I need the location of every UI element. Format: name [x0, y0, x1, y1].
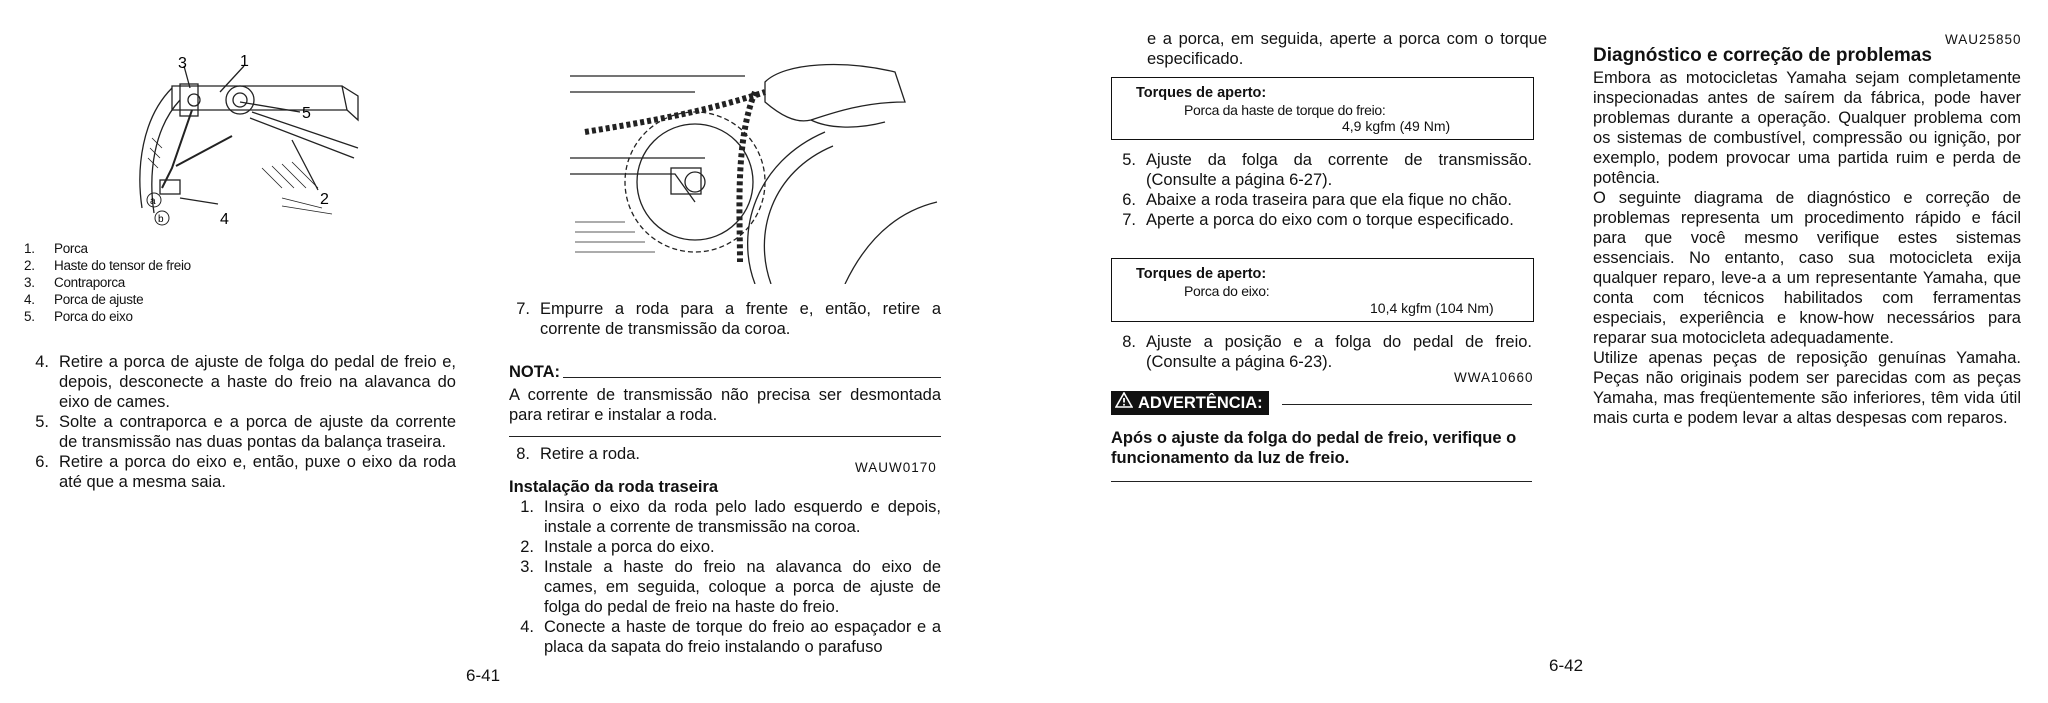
list-item: 8. Ajuste a posição e a folga do pedal de freio. (Consulte a página 6-23).	[1122, 333, 1532, 371]
list-item: 6. Abaixe a roda traseira para que ela fique no chão.	[1122, 191, 1512, 209]
legend-item: 4. Porca de ajuste	[24, 292, 144, 307]
torque-box-value: 10,4 kgfm (104 Nm)	[1370, 300, 1494, 316]
section-code-right: WAU25850	[1945, 32, 2022, 47]
torque-box-item: Porca do eixo:	[1184, 283, 1270, 299]
figure-legend	[24, 240, 284, 325]
legend-item: 1. Porca	[24, 241, 88, 256]
step-8-right	[1111, 332, 1532, 372]
warning-text: Após o ajuste da folga do pedal de freio, verifique o funcionamento da luz de freio.	[1111, 429, 1517, 467]
list-item: 7. Empurre a roda para a frente e, então, retire a corrente de transmissão da coroa.	[516, 300, 941, 338]
list-item: 6. Retire a porca do eixo e, então, puxe o eixo da roda até que a mesma saia.	[35, 453, 456, 491]
installation-steps-cont	[1111, 150, 1532, 230]
callout-5: 5	[302, 105, 311, 122]
torque-box-1	[1111, 77, 1534, 140]
legend-item: 3. Contraporca	[24, 275, 125, 290]
nota-text: A corrente de transmissão não precisa ser desmontada para retirar e instalar a roda.	[509, 386, 941, 424]
list-item: 7. Aperte a porca do eixo com o torque especificado.	[1122, 211, 1514, 229]
list-item: 5. Ajuste da folga da corrente de transmissão. (Consulte a página 6-27).	[1122, 151, 1532, 189]
section-code: WAUW0170	[855, 460, 937, 475]
marker-b: b	[158, 214, 164, 225]
torque-box-value: 4,9 kgfm (49 Nm)	[1342, 118, 1451, 134]
warning-label: ADVERTÊNCIA:	[1111, 391, 1269, 415]
list-item: 8. Retire a roda.	[516, 445, 640, 463]
page-number-right: 6-42	[1549, 656, 1584, 675]
callout-2: 2	[320, 191, 329, 208]
paragraph: O seguinte diagrama de diagnóstico e correção de problemas representa um procedimento rápido e fácil para que você mesmo verifique estes sistemas essenciais. No entanto, caso sua motocicleta exija qualquer reparo, leve-a a um representante Yamaha, que conta com técnicos habilitados com ferramentas especiais, experiência e know-how necessários para reparar sua motocicleta adequadamente.	[1593, 189, 2021, 347]
callout-1: 1	[240, 53, 249, 70]
paragraph: Embora as motocicletas Yamaha sejam completamente inspecionadas antes de saírem da fábrica, pode haver problemas durante a operação. Qualquer problema com os sistemas de combustível, compressão ou ignição, por exemplo, podem provocar uma partida ruim e perda de potência.	[1593, 69, 2021, 187]
warning-triangle-icon	[1115, 392, 1133, 414]
list-item: 4. Conecte a haste de torque do freio ao espaçador e a placa da sapata do freio instalando o parafuso	[520, 618, 941, 656]
list-item: 1. Insira o eixo da roda pelo lado esquerdo e depois, instale a corrente de transmissão na coroa.	[520, 498, 941, 536]
section-heading: Diagnóstico e correção de problemas	[1593, 45, 1932, 66]
nota-divider-top	[563, 377, 941, 378]
warning-code: WWA10660	[1454, 370, 1534, 385]
step-7	[505, 299, 941, 339]
marker-a: a	[150, 196, 156, 207]
callout-3: 3	[178, 55, 187, 72]
warning-divider-top	[1282, 404, 1532, 405]
nota-title: NOTA:	[509, 363, 561, 381]
warning-divider-bottom	[1111, 481, 1532, 482]
list-item: 5. Solte a contraporca e a porca de ajuste da corrente de transmissão nas duas pontas da balança traseira.	[35, 413, 456, 451]
list-item: 3. Instale a haste do freio na alavanca do eixo de cames, em seguida, coloque a porca de ajuste de folga do pedal de freio na haste do freio.	[520, 558, 941, 616]
axle-adjuster-illustration	[132, 48, 362, 230]
torque-box-2	[1111, 258, 1534, 322]
callout-4: 4	[220, 211, 229, 228]
list-item: 2. Instale a porca do eixo.	[520, 538, 715, 556]
torque-box-item: Porca da haste de torque do freio:	[1184, 102, 1386, 118]
page-number-left: 6-41	[466, 666, 501, 685]
paragraph: Utilize apenas peças de reposição genuínas Yamaha. Peças não originais podem ser parecidas com as peças Yamaha, mas freqüentemente são inferiores, têm vida útil mais curta e podem levar a altas despesas com reparos.	[1593, 349, 2021, 427]
list-item: 4. Retire a porca de ajuste de folga do pedal de freio e, depois, desconecte a haste do freio na alavanca do eixo de cames.	[35, 353, 456, 411]
legend-item: 5. Porca do eixo	[24, 309, 133, 324]
continuation-text: e a porca, em seguida, aperte a porca com o torque especificado.	[1147, 30, 1547, 68]
legend-item: 2. Haste do tensor de freio	[24, 258, 191, 273]
nota-divider-bottom	[509, 436, 941, 437]
torque-box-title: Torques de aperto:	[1136, 266, 1267, 282]
diagnostics-body	[1593, 68, 2021, 428]
installation-steps	[509, 497, 941, 657]
torque-box-title: Torques de aperto:	[1136, 85, 1267, 101]
section-title: Instalação da roda traseira	[509, 478, 719, 496]
removal-steps	[24, 352, 456, 492]
step-8	[505, 444, 765, 464]
chain-removal-illustration	[565, 62, 945, 284]
